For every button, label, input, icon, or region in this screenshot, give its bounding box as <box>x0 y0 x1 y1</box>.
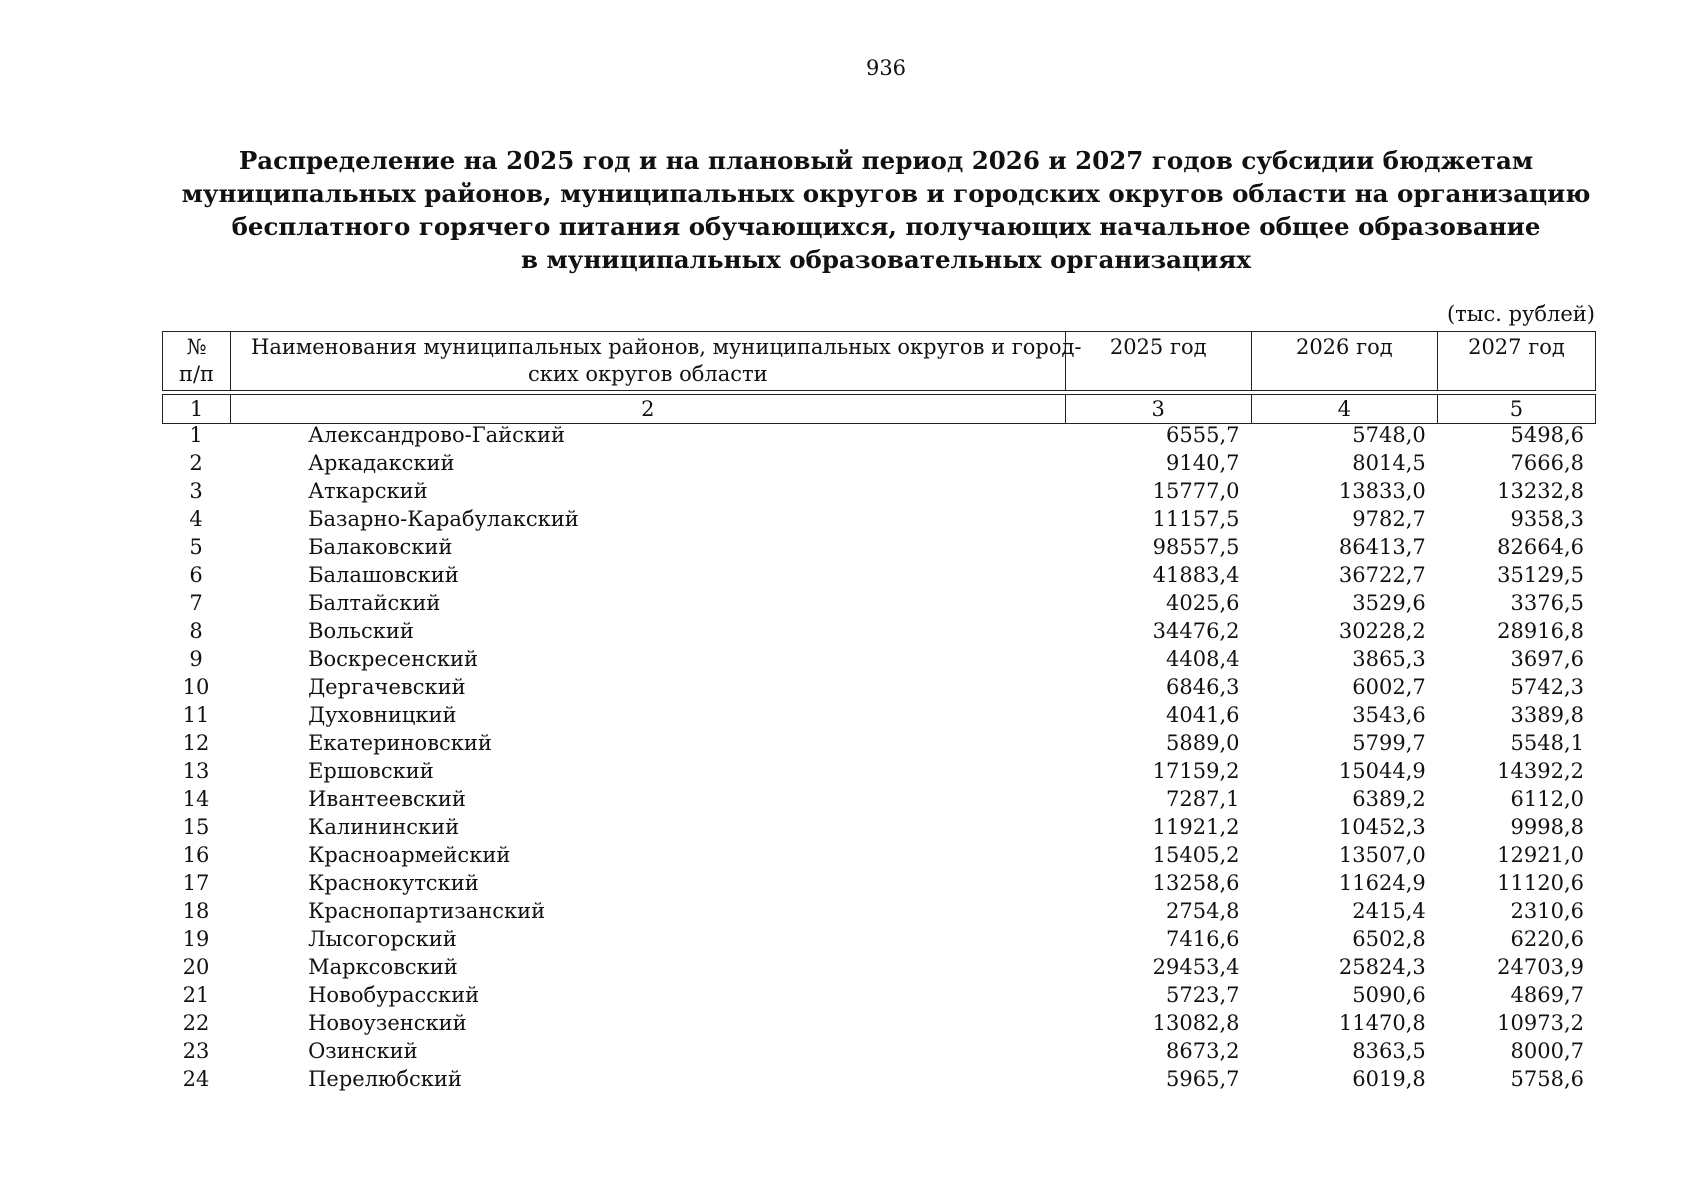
district-name: Вольский <box>308 619 414 643</box>
district-name: Краснокутский <box>308 871 479 895</box>
title-line: в муниципальных образовательных организациях <box>520 245 1252 274</box>
data-table <box>162 421 1596 1093</box>
value-2025: 41883,4 <box>1152 563 1240 587</box>
table-row <box>162 1009 1596 1037</box>
district-name: Балашовский <box>308 563 459 587</box>
value-2027: 13232,8 <box>1497 479 1584 503</box>
row-number: 1 <box>189 423 203 447</box>
table-row <box>162 1065 1596 1093</box>
value-2026: 15044,9 <box>1338 759 1426 783</box>
table-row <box>162 701 1596 729</box>
value-2027: 5742,3 <box>1510 675 1584 699</box>
value-2027: 28916,8 <box>1497 619 1584 643</box>
district-name: Новоузенский <box>308 1011 467 1035</box>
value-2025: 5723,7 <box>1166 983 1240 1007</box>
value-2026: 6002,7 <box>1352 675 1426 699</box>
value-2025: 2754,8 <box>1166 899 1240 923</box>
value-2026: 11624,9 <box>1338 871 1426 895</box>
value-2026: 86413,7 <box>1338 535 1426 559</box>
table-row <box>162 505 1596 533</box>
district-name: Екатериновский <box>308 731 492 755</box>
value-2027: 5548,1 <box>1510 731 1584 755</box>
value-2026: 11470,8 <box>1338 1011 1426 1035</box>
row-number: 8 <box>189 619 203 643</box>
page-number: 936 <box>865 56 907 80</box>
district-name: Ивантеевский <box>308 787 466 811</box>
value-2027: 3389,8 <box>1510 703 1584 727</box>
table-row <box>162 785 1596 813</box>
row-number: 6 <box>189 563 203 587</box>
value-2027: 14392,2 <box>1497 759 1584 783</box>
value-2026: 13833,0 <box>1338 479 1426 503</box>
value-2027: 9998,8 <box>1510 815 1584 839</box>
column-number-4: 4 <box>1251 395 1437 424</box>
column-number-5: 5 <box>1437 395 1595 424</box>
district-name: Калининский <box>308 815 460 839</box>
district-name: Аткарский <box>308 479 428 503</box>
value-2026: 3865,3 <box>1352 647 1426 671</box>
value-2026: 2415,4 <box>1352 899 1426 923</box>
header-name-line1: Наименования муниципальных районов, муниципальных округов и город- <box>251 335 1082 359</box>
value-2025: 8673,2 <box>1166 1039 1240 1063</box>
value-2025: 4408,4 <box>1166 647 1240 671</box>
row-number: 11 <box>182 703 210 727</box>
row-number: 10 <box>182 675 210 699</box>
column-number-2: 2 <box>231 395 1066 424</box>
district-name: Перелюбский <box>308 1067 462 1091</box>
district-name: Балаковский <box>308 535 453 559</box>
value-2025: 6555,7 <box>1166 423 1240 447</box>
district-name: Аркадакский <box>308 451 455 475</box>
table-row <box>162 561 1596 589</box>
value-2027: 2310,6 <box>1510 899 1584 923</box>
table-row <box>162 981 1596 1009</box>
district-name: Балтайский <box>308 591 441 615</box>
row-number: 19 <box>182 927 210 951</box>
value-2025: 15405,2 <box>1152 843 1240 867</box>
value-2025: 15777,0 <box>1152 479 1240 503</box>
title-line: бесплатного горячего питания обучающихся, получающих начальное общее образование <box>231 212 1541 241</box>
header-name <box>231 332 1082 391</box>
table-row <box>162 953 1596 981</box>
row-number: 15 <box>182 815 210 839</box>
table-row <box>162 925 1596 953</box>
row-number: 21 <box>182 983 210 1007</box>
value-2026: 3529,6 <box>1352 591 1426 615</box>
table-row <box>162 841 1596 869</box>
table-row <box>162 449 1596 477</box>
header-name-line2: ских округов области <box>528 362 768 386</box>
value-2027: 10973,2 <box>1497 1011 1584 1035</box>
value-2026: 3543,6 <box>1352 703 1426 727</box>
table-row <box>162 589 1596 617</box>
value-2025: 5889,0 <box>1166 731 1240 755</box>
row-number: 5 <box>189 535 203 559</box>
value-2025: 5965,7 <box>1166 1067 1240 1091</box>
value-2025: 4041,6 <box>1166 703 1240 727</box>
row-number: 24 <box>182 1067 210 1091</box>
table-row <box>162 673 1596 701</box>
value-2026: 8363,5 <box>1352 1039 1426 1063</box>
value-2027: 5498,6 <box>1510 423 1584 447</box>
value-2027: 6112,0 <box>1510 787 1584 811</box>
value-2027: 3376,5 <box>1510 591 1584 615</box>
value-2025: 7287,1 <box>1166 787 1240 811</box>
header-number-line2: п/п <box>178 362 215 386</box>
district-name: Базарно-Карабулакский <box>308 507 579 531</box>
table-header <box>162 331 1596 424</box>
value-2026: 25824,3 <box>1338 955 1426 979</box>
value-2025: 98557,5 <box>1152 535 1240 559</box>
table-row <box>162 813 1596 841</box>
table-row <box>162 477 1596 505</box>
row-number: 13 <box>182 759 210 783</box>
value-2027: 5758,6 <box>1510 1067 1584 1091</box>
value-2025: 4025,6 <box>1166 591 1240 615</box>
value-2027: 3697,6 <box>1510 647 1584 671</box>
document-title <box>0 144 1697 276</box>
value-2025: 17159,2 <box>1152 759 1240 783</box>
value-2025: 9140,7 <box>1166 451 1240 475</box>
value-2027: 35129,5 <box>1497 563 1584 587</box>
value-2027: 24703,9 <box>1497 955 1584 979</box>
table-row <box>162 645 1596 673</box>
table-row <box>162 533 1596 561</box>
header-2025: 2025 год <box>1065 332 1251 391</box>
district-name: Новобурасский <box>308 983 480 1007</box>
district-name: Александрово-Гайский <box>308 423 566 447</box>
table-row <box>162 897 1596 925</box>
table-row <box>162 757 1596 785</box>
value-2026: 9782,7 <box>1352 507 1426 531</box>
row-number: 4 <box>189 507 203 531</box>
units-note: (тыс. рублей) <box>1446 302 1595 326</box>
column-number-1: 1 <box>163 395 231 424</box>
table-row <box>162 1037 1596 1065</box>
value-2026: 5090,6 <box>1352 983 1426 1007</box>
row-number: 3 <box>189 479 203 503</box>
district-name: Красноармейский <box>308 843 511 867</box>
district-name: Воскресенский <box>308 647 478 671</box>
value-2026: 13507,0 <box>1338 843 1426 867</box>
value-2026: 6389,2 <box>1352 787 1426 811</box>
header-number <box>163 332 231 391</box>
district-name: Ершовский <box>308 759 434 783</box>
table-row <box>162 617 1596 645</box>
value-2027: 7666,8 <box>1510 451 1584 475</box>
value-2027: 4869,7 <box>1510 983 1584 1007</box>
value-2027: 12921,0 <box>1497 843 1584 867</box>
row-number: 16 <box>182 843 210 867</box>
district-name: Марксовский <box>308 955 458 979</box>
value-2025: 7416,6 <box>1166 927 1240 951</box>
row-number: 2 <box>189 451 203 475</box>
column-number-3: 3 <box>1065 395 1251 424</box>
district-name: Краснопартизанский <box>308 899 546 923</box>
value-2026: 36722,7 <box>1338 563 1426 587</box>
row-number: 7 <box>189 591 203 615</box>
value-2027: 9358,3 <box>1510 507 1584 531</box>
district-name: Озинский <box>308 1039 418 1063</box>
value-2026: 6502,8 <box>1352 927 1426 951</box>
value-2025: 6846,3 <box>1166 675 1240 699</box>
value-2025: 13258,6 <box>1152 871 1240 895</box>
row-number: 22 <box>182 1011 210 1035</box>
value-2026: 10452,3 <box>1338 815 1426 839</box>
row-number: 23 <box>182 1039 210 1063</box>
row-number: 18 <box>182 899 210 923</box>
table-row <box>162 729 1596 757</box>
header-number-line1: № <box>186 335 207 359</box>
value-2025: 13082,8 <box>1152 1011 1240 1035</box>
title-line: Распределение на 2025 год и на плановый период 2026 и 2027 годов субсидии бюджетам <box>238 146 1534 175</box>
title-line: муниципальных районов, муниципальных округов и городских округов области на организацию <box>181 179 1591 208</box>
value-2027: 11120,6 <box>1497 871 1584 895</box>
row-number: 20 <box>182 955 210 979</box>
value-2026: 5799,7 <box>1352 731 1426 755</box>
header-2026: 2026 год <box>1251 332 1437 391</box>
header-2027: 2027 год <box>1437 332 1595 391</box>
value-2025: 11921,2 <box>1152 815 1240 839</box>
value-2026: 6019,8 <box>1352 1067 1426 1091</box>
value-2025: 11157,5 <box>1152 507 1240 531</box>
table-row <box>162 869 1596 897</box>
district-name: Лысогорский <box>308 927 457 951</box>
row-number: 9 <box>189 647 203 671</box>
value-2027: 82664,6 <box>1497 535 1584 559</box>
value-2026: 5748,0 <box>1352 423 1426 447</box>
value-2027: 6220,6 <box>1510 927 1584 951</box>
value-2025: 29453,4 <box>1152 955 1240 979</box>
value-2025: 34476,2 <box>1152 619 1240 643</box>
district-name: Духовницкий <box>308 703 457 727</box>
table-row <box>162 421 1596 449</box>
value-2026: 30228,2 <box>1338 619 1426 643</box>
row-number: 12 <box>182 731 210 755</box>
district-name: Дергачевский <box>308 675 466 699</box>
value-2027: 8000,7 <box>1510 1039 1584 1063</box>
row-number: 17 <box>182 871 210 895</box>
value-2026: 8014,5 <box>1352 451 1426 475</box>
row-number: 14 <box>182 787 210 811</box>
